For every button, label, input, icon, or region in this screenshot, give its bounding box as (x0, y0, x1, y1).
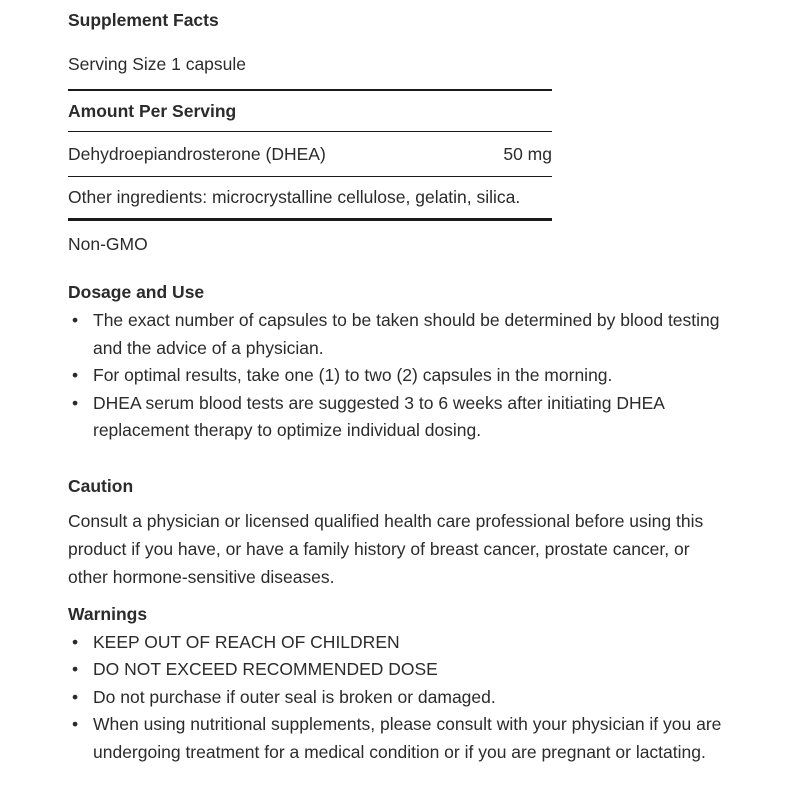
list-item: • KEEP OUT OF REACH OF CHILDREN (68, 629, 738, 657)
list-item: • DO NOT EXCEED RECOMMENDED DOSE (68, 656, 738, 684)
ingredient-row (68, 132, 552, 177)
ingredient-name: Dehydroepiandrosterone (DHEA) (68, 143, 326, 164)
list-item: • The exact number of capsules to be taken should be determined by blood testing and the advice of a physician. (68, 307, 733, 362)
product-info-page (68, 0, 768, 766)
other-ingredients-text: Other ingredients: microcrystalline cellulose, gelatin, silica. (68, 187, 521, 207)
list-item: • For optimal results, take one (1) to two (2) capsules in the morning. (68, 362, 733, 390)
non-gmo-label: Non-GMO (68, 233, 148, 254)
supplement-facts-panel (68, 0, 552, 267)
non-gmo-row (68, 221, 552, 267)
caution-heading: Caution (68, 475, 134, 496)
list-item: • DHEA serum blood tests are suggested 3 to 6 weeks after initiating DHEA replacement therapy to optimize individual dosing. (68, 390, 733, 445)
dosage-heading: Dosage and Use (68, 282, 205, 302)
list-item: • Do not purchase if outer seal is broken or damaged. (68, 684, 738, 712)
serving-size-text: Serving Size 1 capsule (68, 54, 247, 74)
list-item: • When using nutritional supplements, please consult with your physician if you are undergoing treatment for a medical condition or if you are pregnant or lactating. (68, 711, 738, 766)
caution-text: Consult a physician or licensed qualified health care professional before using this product if you have, or have a family history of breast cancer, prostate cancer, or other hormone-sensitive diseases. (68, 510, 704, 587)
other-ingredients-row (68, 177, 552, 221)
amount-per-serving-row (68, 91, 552, 132)
ingredient-amount: 50 mg (503, 143, 552, 164)
dosage-list (68, 307, 733, 445)
warnings-list (68, 629, 738, 767)
supplement-facts-title: Supplement Facts (68, 10, 219, 30)
serving-size-row (68, 40, 552, 91)
amount-per-serving-label: Amount Per Serving (68, 100, 237, 121)
warnings-heading: Warnings (68, 603, 148, 624)
